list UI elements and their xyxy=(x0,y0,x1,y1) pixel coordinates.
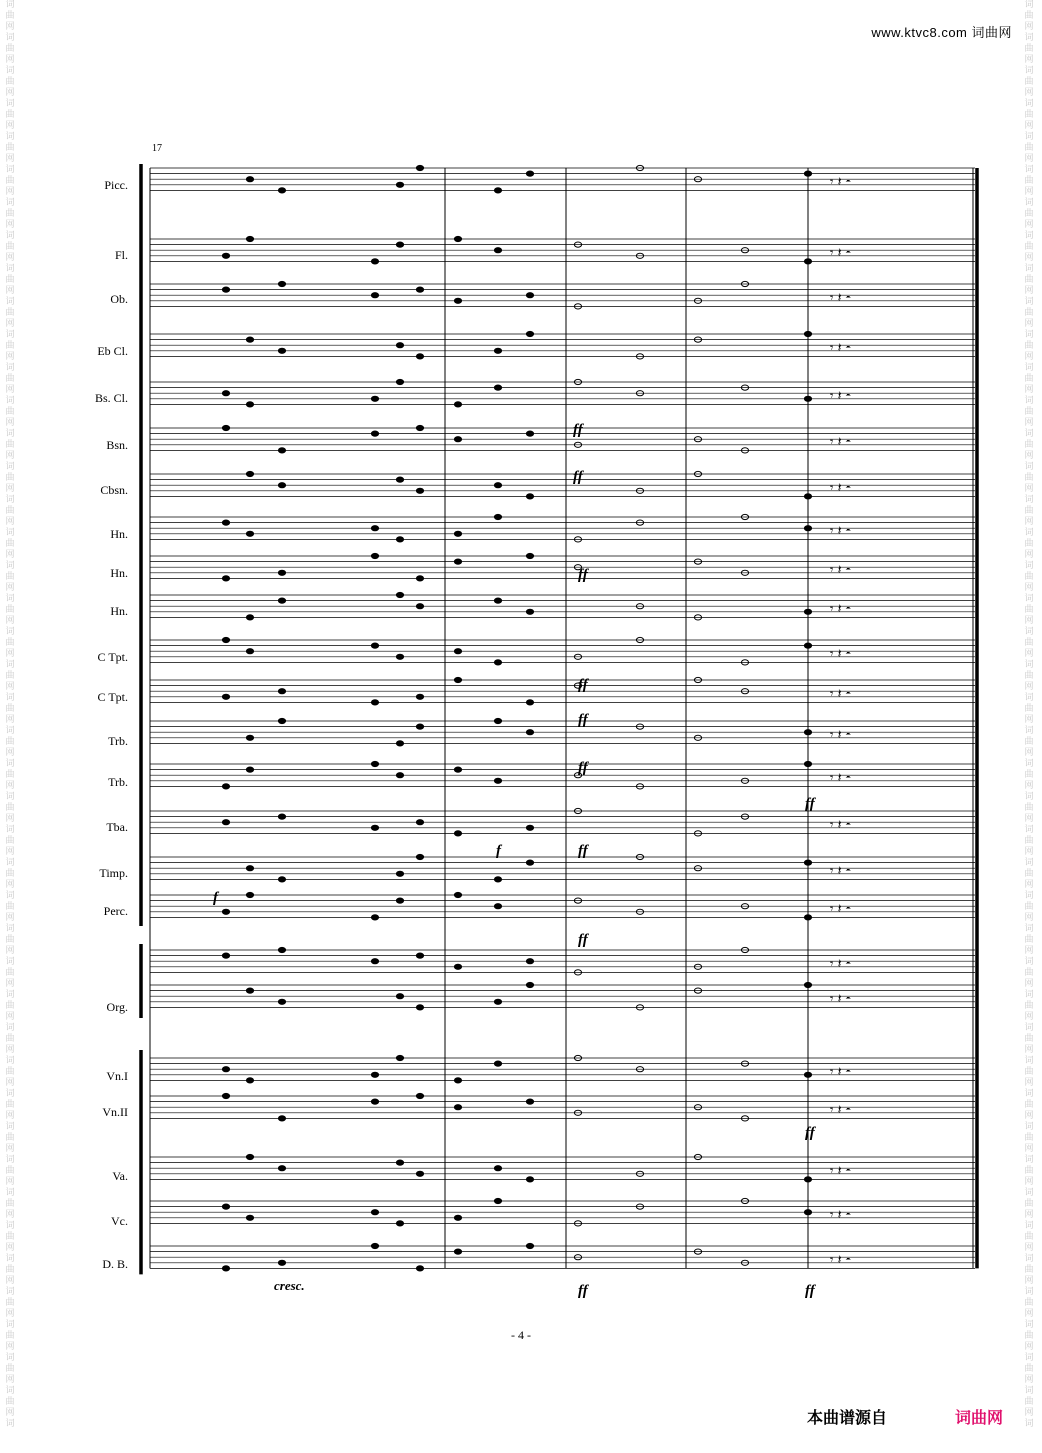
dynamic-ff: ff xyxy=(573,469,583,485)
note-head xyxy=(454,831,461,836)
note-head xyxy=(371,1099,378,1104)
note-head xyxy=(246,1215,253,1220)
rest: 𝄾 𝄽 𝄼 xyxy=(830,602,851,617)
note-head xyxy=(526,171,533,176)
note-head xyxy=(454,1215,461,1220)
note-head xyxy=(416,488,423,493)
note-head xyxy=(526,609,533,614)
barlines xyxy=(150,168,977,1268)
note-head xyxy=(526,825,533,830)
note-head xyxy=(416,354,423,359)
note-head xyxy=(371,526,378,531)
rest: 𝄾 𝄽 𝄼 xyxy=(830,524,851,539)
footer-brand: 词曲网 xyxy=(955,1408,1004,1427)
note-head xyxy=(246,1154,253,1159)
note-head xyxy=(222,425,229,430)
note-head xyxy=(278,1116,285,1121)
note-head xyxy=(804,860,811,865)
note-head xyxy=(396,477,403,482)
note-head xyxy=(396,537,403,542)
note-head xyxy=(222,287,229,292)
note-head xyxy=(416,287,423,292)
note-head xyxy=(371,431,378,436)
note-head xyxy=(222,784,229,789)
staff xyxy=(150,950,975,972)
staff xyxy=(150,284,975,306)
rest: 𝄾 𝄽 𝄼 xyxy=(830,818,851,833)
note-head xyxy=(454,298,461,303)
instrument-label-flute: Fl. xyxy=(114,248,128,262)
dynamic-ff: ff xyxy=(805,1283,815,1299)
dynamic-f: f xyxy=(213,890,218,906)
note-head xyxy=(454,767,461,772)
note-head xyxy=(246,892,253,897)
note-head xyxy=(454,402,461,407)
rest: 𝄾 𝄽 𝄼 xyxy=(830,246,851,261)
staff xyxy=(150,640,975,662)
instrument-label-trumpet-2: C Tpt. xyxy=(97,690,128,704)
note-head xyxy=(454,531,461,536)
rest: 𝄾 𝄽 𝄼 xyxy=(830,1164,851,1179)
rest: 𝄾 𝄽 𝄼 xyxy=(830,1253,851,1268)
rest: 𝄾 𝄽 𝄼 xyxy=(830,1208,851,1223)
dynamic-ff: ff xyxy=(805,1125,815,1141)
instrument-label-trumpet-1: C Tpt. xyxy=(97,650,128,664)
note-head xyxy=(246,337,253,342)
instrument-label-violin-1: Vn.I xyxy=(106,1069,128,1083)
note-head xyxy=(371,1243,378,1248)
note-head xyxy=(278,598,285,603)
instrument-label-horn-2: Hn. xyxy=(110,566,128,580)
note-head xyxy=(222,1266,229,1271)
note-head xyxy=(222,1067,229,1072)
note-head xyxy=(396,898,403,903)
note-head xyxy=(278,188,285,193)
note-head xyxy=(371,293,378,298)
staff xyxy=(150,1157,975,1179)
note-head xyxy=(526,553,533,558)
dynamic-ff: ff xyxy=(578,567,588,583)
note-head xyxy=(396,592,403,597)
note-head xyxy=(278,718,285,723)
staff xyxy=(150,985,975,1007)
site-watermark: www.ktvc8.com 词曲网 xyxy=(871,25,1012,40)
note-head xyxy=(526,331,533,336)
note-head xyxy=(494,483,501,488)
note-head xyxy=(278,877,285,882)
note-head xyxy=(371,1210,378,1215)
dynamic-ff: ff xyxy=(578,712,588,728)
note-head xyxy=(278,814,285,819)
note-head xyxy=(494,598,501,603)
dynamic-ff: ff xyxy=(578,760,588,776)
staff xyxy=(150,1058,975,1080)
note-head xyxy=(246,402,253,407)
note-head xyxy=(416,820,423,825)
note-head xyxy=(278,570,285,575)
note-head xyxy=(804,643,811,648)
note-head xyxy=(278,348,285,353)
staff xyxy=(150,680,975,702)
note-head xyxy=(222,253,229,258)
dynamic-ff: ff xyxy=(805,796,815,812)
note-head xyxy=(526,982,533,987)
rest: 𝄾 𝄽 𝄼 xyxy=(830,1103,851,1118)
rest: 𝄾 𝄽 𝄼 xyxy=(830,728,851,743)
staff xyxy=(150,334,975,356)
note-head xyxy=(804,915,811,920)
note-head xyxy=(494,248,501,253)
instrument-label-violin-2: Vn.II xyxy=(102,1105,128,1119)
note-head xyxy=(454,892,461,897)
note-head xyxy=(371,643,378,648)
staff xyxy=(150,382,975,404)
instrument-label-bassoon: Bsn. xyxy=(106,438,128,452)
staff xyxy=(150,1096,975,1118)
measure-number: 17 xyxy=(152,143,162,154)
note-head xyxy=(246,177,253,182)
note-head xyxy=(804,730,811,735)
note-head xyxy=(526,1177,533,1182)
rest: 𝄾 𝄽 𝄼 xyxy=(830,687,851,702)
note-head xyxy=(278,999,285,1004)
note-head xyxy=(416,576,423,581)
note-head xyxy=(371,825,378,830)
note-head xyxy=(416,1171,423,1176)
note-head xyxy=(494,1166,501,1171)
note-head xyxy=(222,520,229,525)
page-number: - 4 - xyxy=(511,1328,531,1342)
instrument-label-percussion: Perc. xyxy=(103,904,128,918)
note-head xyxy=(416,854,423,859)
note-head xyxy=(804,171,811,176)
note-head xyxy=(804,1072,811,1077)
note-head xyxy=(222,391,229,396)
staff xyxy=(150,428,975,450)
note-head xyxy=(246,531,253,536)
dynamic-ff: ff xyxy=(578,1283,588,1299)
rest: 𝄾 𝄽 𝄼 xyxy=(830,902,851,917)
note-head xyxy=(454,559,461,564)
note-head xyxy=(416,1005,423,1010)
note-head xyxy=(246,615,253,620)
note-head xyxy=(804,761,811,766)
note-head xyxy=(222,576,229,581)
note-head xyxy=(416,165,423,170)
rest: 𝄾 𝄽 𝄼 xyxy=(830,771,851,786)
staff xyxy=(150,721,975,743)
side-watermark-left: 词 曲 网 词 曲 网 词 曲 网 词 曲 网 词 曲 网 词 曲 网 词 曲 网 词 曲 网 词 曲 网 词 曲 网 词 曲 网 词 曲 网 词 曲 网 词 曲 网 词 曲 网 词 曲 网 词 曲 网 词 曲 网 词 曲 网 词 曲 网 词 曲 网 词 曲 网 词 曲 网 词 曲 网 词 曲 网 词 曲 网 词 曲 网 词 曲 网 词 曲 网 词 曲 网 词 曲 网 词 曲 网 词 曲 网 词 曲 网 词 曲 网 词 曲 网 词 曲 网 词 曲 网 词 曲 网 词 曲 网 词 曲 网 词 曲 网 词 曲 网 词 xyxy=(5,0,15,1429)
note-head xyxy=(278,1260,285,1265)
note-head xyxy=(454,437,461,442)
note-head xyxy=(454,649,461,654)
note-head xyxy=(246,988,253,993)
note-head xyxy=(278,483,285,488)
dynamic-ff: ff xyxy=(578,843,588,859)
note-head xyxy=(416,724,423,729)
note-head xyxy=(246,866,253,871)
footer-source-label: 本曲谱源自 xyxy=(807,1408,888,1427)
rest: 𝄾 𝄽 𝄼 xyxy=(830,563,851,578)
note-head xyxy=(454,1078,461,1083)
note-head xyxy=(454,1105,461,1110)
instrument-label-eb-clarinet: Eb Cl. xyxy=(97,344,128,358)
note-head xyxy=(494,778,501,783)
note-head xyxy=(494,877,501,882)
cresc-marking: cresc. xyxy=(274,1278,305,1293)
dynamic-ff: ff xyxy=(578,677,588,693)
note-head xyxy=(526,959,533,964)
staff xyxy=(150,474,975,496)
instrument-label-cello: Vc. xyxy=(111,1214,128,1228)
note-head xyxy=(222,1093,229,1098)
note-head xyxy=(246,767,253,772)
note-head xyxy=(526,1243,533,1248)
note-head xyxy=(278,947,285,952)
note-head xyxy=(396,1221,403,1226)
note-head xyxy=(526,860,533,865)
note-head xyxy=(804,982,811,987)
note-head xyxy=(396,1055,403,1060)
staff xyxy=(150,1246,975,1268)
note-head xyxy=(222,909,229,914)
instrument-label-piccolo: Picc. xyxy=(104,178,128,192)
note-head xyxy=(371,700,378,705)
note-head xyxy=(804,526,811,531)
rest: 𝄾 𝄽 𝄼 xyxy=(830,647,851,662)
note-head xyxy=(371,959,378,964)
note-head xyxy=(396,379,403,384)
note-head xyxy=(278,281,285,286)
note-head xyxy=(494,660,501,665)
note-head xyxy=(416,1266,423,1271)
note-head xyxy=(278,1166,285,1171)
note-head xyxy=(278,689,285,694)
note-head xyxy=(526,1099,533,1104)
note-head xyxy=(804,396,811,401)
dynamic-ff: ff xyxy=(573,422,583,438)
staff xyxy=(150,857,975,879)
staff-lines xyxy=(150,168,975,1268)
note-head xyxy=(494,904,501,909)
note-head xyxy=(454,1249,461,1254)
note-head xyxy=(494,188,501,193)
note-head xyxy=(416,1093,423,1098)
note-head xyxy=(371,761,378,766)
rest: 𝄾 𝄽 𝄼 xyxy=(830,864,851,879)
note-head xyxy=(396,871,403,876)
note-head xyxy=(396,1160,403,1165)
note-head xyxy=(526,494,533,499)
note-head xyxy=(246,735,253,740)
instrument-label-organ: Org. xyxy=(106,1000,128,1014)
note-head xyxy=(526,431,533,436)
rest: 𝄾 𝄽 𝄼 xyxy=(830,175,851,190)
dynamic-f: f xyxy=(496,843,501,859)
note-head xyxy=(396,773,403,778)
rest: 𝄾 𝄽 𝄼 xyxy=(830,992,851,1007)
note-head xyxy=(494,718,501,723)
note-head xyxy=(416,694,423,699)
note-head xyxy=(804,1210,811,1215)
note-head xyxy=(278,448,285,453)
rest: 𝄾 𝄽 𝄼 xyxy=(830,341,851,356)
staff xyxy=(150,239,975,261)
instrument-label-trombone-2: Trb. xyxy=(108,775,128,789)
instrument-label-horn-3: Hn. xyxy=(110,604,128,618)
note-head xyxy=(526,293,533,298)
note-head xyxy=(222,637,229,642)
note-head xyxy=(396,242,403,247)
note-head xyxy=(416,953,423,958)
note-head xyxy=(454,964,461,969)
side-watermark-right: 词 曲 网 词 曲 网 词 曲 网 词 曲 网 词 曲 网 词 曲 网 词 曲 网 词 曲 网 词 曲 网 词 曲 网 词 曲 网 词 曲 网 词 曲 网 词 曲 网 词 曲 网 词 曲 网 词 曲 网 词 曲 网 词 曲 网 词 曲 网 词 曲 网 词 曲 网 词 曲 网 词 曲 网 词 曲 网 词 曲 网 词 曲 网 词 曲 网 词 曲 网 词 曲 网 词 曲 网 词 曲 网 词 曲 网 词 曲 网 词 曲 网 词 曲 网 词 曲 网 词 曲 网 词 曲 网 词 曲 网 词 曲 网 词 曲 网 词 曲 网 词 xyxy=(1024,0,1034,1429)
note-head xyxy=(416,604,423,609)
note-head xyxy=(494,999,501,1004)
staff xyxy=(150,811,975,833)
note-head xyxy=(396,741,403,746)
rest: 𝄾 𝄽 𝄼 xyxy=(830,1065,851,1080)
instrument-label-double-bass: D. B. xyxy=(102,1257,128,1271)
note-head xyxy=(371,259,378,264)
note-head xyxy=(494,514,501,519)
note-head xyxy=(804,1177,811,1182)
note-head xyxy=(371,396,378,401)
note-head xyxy=(371,1072,378,1077)
note-head xyxy=(246,471,253,476)
note-head xyxy=(454,236,461,241)
note-head xyxy=(804,609,811,614)
staff xyxy=(150,517,975,539)
note-head xyxy=(396,182,403,187)
instrument-label-trombone-1: Trb. xyxy=(108,734,128,748)
note-head xyxy=(246,649,253,654)
rest: 𝄾 𝄽 𝄼 xyxy=(830,389,851,404)
instrument-label-viola: Va. xyxy=(112,1169,128,1183)
note-head xyxy=(371,915,378,920)
note-head xyxy=(526,730,533,735)
dynamic-ff: ff xyxy=(578,932,588,948)
staff xyxy=(150,595,975,617)
note-head xyxy=(804,494,811,499)
note-head xyxy=(222,694,229,699)
instrument-label-horn-1: Hn. xyxy=(110,527,128,541)
instrument-label-bass-clarinet: Bs. Cl. xyxy=(94,391,128,405)
instrument-label-timpani: Timp. xyxy=(99,866,128,880)
note-head xyxy=(222,820,229,825)
note-head xyxy=(246,236,253,241)
note-head xyxy=(396,994,403,999)
note-head xyxy=(494,1198,501,1203)
rest: 𝄾 𝄽 𝄼 xyxy=(830,481,851,496)
staff xyxy=(150,764,975,786)
note-head xyxy=(804,331,811,336)
staff xyxy=(150,168,975,190)
note-head xyxy=(246,1078,253,1083)
note-head xyxy=(494,385,501,390)
note-head xyxy=(371,553,378,558)
instrument-label-contrabassoon: Cbsn. xyxy=(100,483,128,497)
note-head xyxy=(222,953,229,958)
staff xyxy=(150,1201,975,1223)
note-head xyxy=(416,425,423,430)
note-head xyxy=(396,654,403,659)
note-head xyxy=(494,1061,501,1066)
rest: 𝄾 𝄽 𝄼 xyxy=(830,957,851,972)
note-head xyxy=(454,677,461,682)
instrument-label-tuba: Tba. xyxy=(106,820,128,834)
staff xyxy=(150,895,975,917)
instrument-label-oboe: Ob. xyxy=(110,292,128,306)
staff xyxy=(150,556,975,578)
rest: 𝄾 𝄽 𝄼 xyxy=(830,291,851,306)
note-head xyxy=(396,343,403,348)
note-head xyxy=(526,700,533,705)
note-head xyxy=(804,259,811,264)
rest: 𝄾 𝄽 𝄼 xyxy=(830,435,851,450)
note-head xyxy=(494,348,501,353)
note-head xyxy=(222,1204,229,1209)
